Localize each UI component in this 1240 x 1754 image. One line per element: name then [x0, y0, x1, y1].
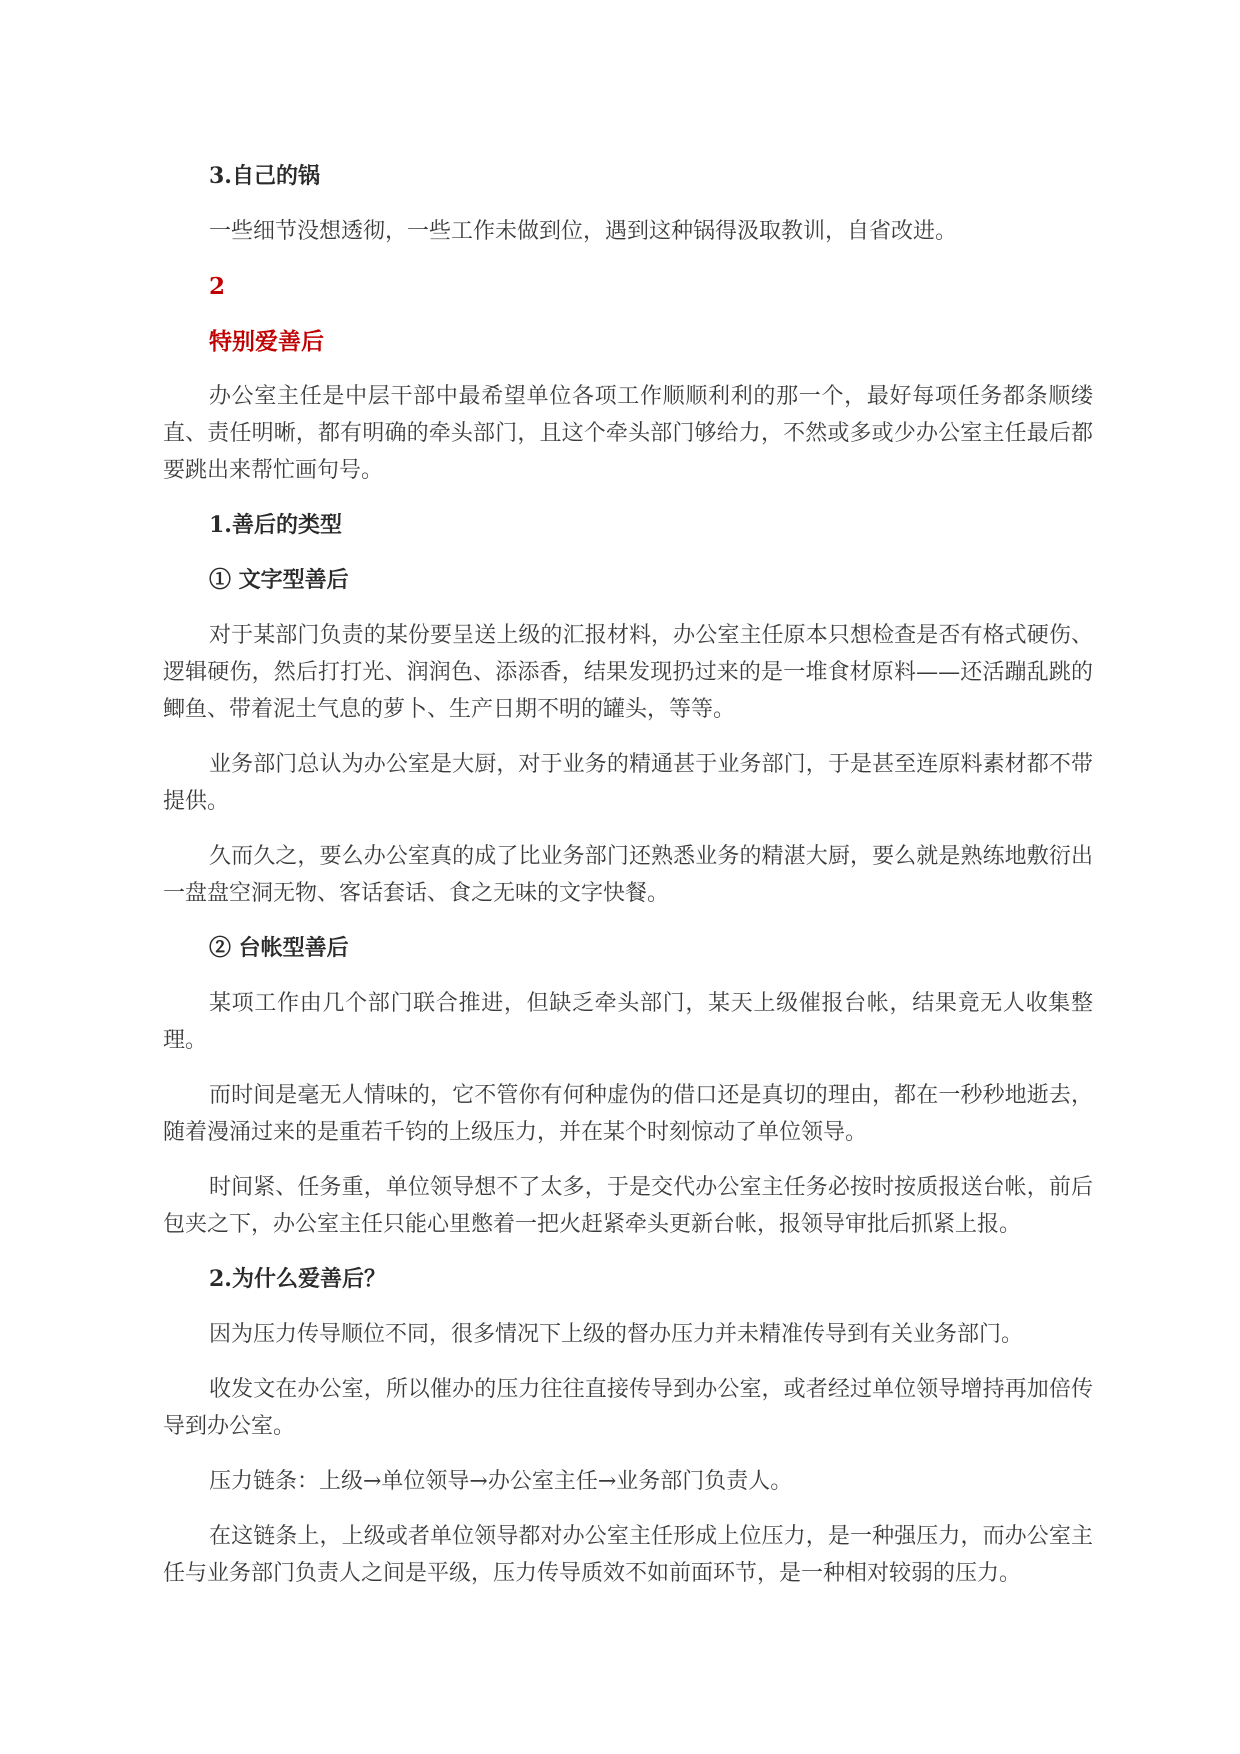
paragraph: 时间紧、任务重，单位领导想不了太多，于是交代办公室主任务必按时按质报送台帐，前后包夹之下，办公室主任只能心里憋着一把火赶紧牵头更新台帐，报领导审批后抓紧上报。	[163, 1175, 1093, 1237]
paragraph: 久而久之，要么办公室真的成了比业务部门还熟悉业务的精湛大厨，要么就是熟练地敷衍出一盘盘空洞无物、客话套话、食之无味的文字快餐。	[163, 844, 1093, 906]
subheading-why: 2.为什么爱善后？	[209, 1266, 386, 1292]
paragraph-pressure-chain: 压力链条：上级→单位领导→办公室主任→业务部门负责人。	[209, 1469, 793, 1494]
paragraph: 因为压力传导顺位不同，很多情况下上级的督办压力并未精准传导到有关业务部门。	[209, 1322, 1024, 1347]
paragraph: 办公室主任是中层干部中最希望单位各项工作顺顺利利的那一个，最好每项任务都条顺缕直、责任明晰，都有明确的牵头部门，且这个牵头部门够给力，不然或多或少办公室主任最后都要跳出来帮忙画句号。	[163, 384, 1093, 483]
paragraph: 某项工作由几个部门联合推进，但缺乏牵头部门，某天上级催报台帐，结果竟无人收集整理。	[163, 991, 1093, 1053]
paragraph: 对于某部门负责的某份要呈送上级的汇报材料，办公室主任原本只想检查是否有格式硬伤、逻辑硬伤，然后打打光、润润色、添添香，结果发现扔过来的是一堆食材原料——还活蹦乱跳的鲫鱼、带着泥土气息的萝卜、生产日期不明的罐头，等等。	[163, 623, 1093, 722]
paragraph: 业务部门总认为办公室是大厨，对于业务的精通甚于业务部门，于是甚至连原料素材都不带提供。	[163, 752, 1093, 814]
subheading-types: 1.善后的类型	[209, 512, 342, 538]
article-body	[163, 158, 1093, 1610]
section-number: 2	[209, 273, 226, 300]
subheading-text-type: ① 文字型善后	[209, 567, 349, 593]
paragraph: 收发文在办公室，所以催办的压力往往直接传导到办公室，或者经过单位领导增持再加倍传导到办公室。	[163, 1377, 1093, 1439]
section-title: 特别爱善后	[209, 328, 324, 355]
paragraph: 而时间是毫无人情味的，它不管你有何种虚伪的借口还是真切的理由，都在一秒秒地逝去，随着漫涌过来的是重若千钧的上级压力，并在某个时刻惊动了单位领导。	[163, 1083, 1093, 1145]
paragraph: 一些细节没想透彻，一些工作未做到位，遇到这种锅得汲取教训，自省改进。	[209, 219, 958, 244]
subheading-own-fault: 3.自己的锅	[209, 163, 320, 189]
subheading-ledger-type: ② 台帐型善后	[209, 935, 349, 961]
paragraph: 在这链条上，上级或者单位领导都对办公室主任形成上位压力，是一种强压力，而办公室主任与业务部门负责人之间是平级，压力传导质效不如前面环节，是一种相对较弱的压力。	[163, 1524, 1093, 1586]
